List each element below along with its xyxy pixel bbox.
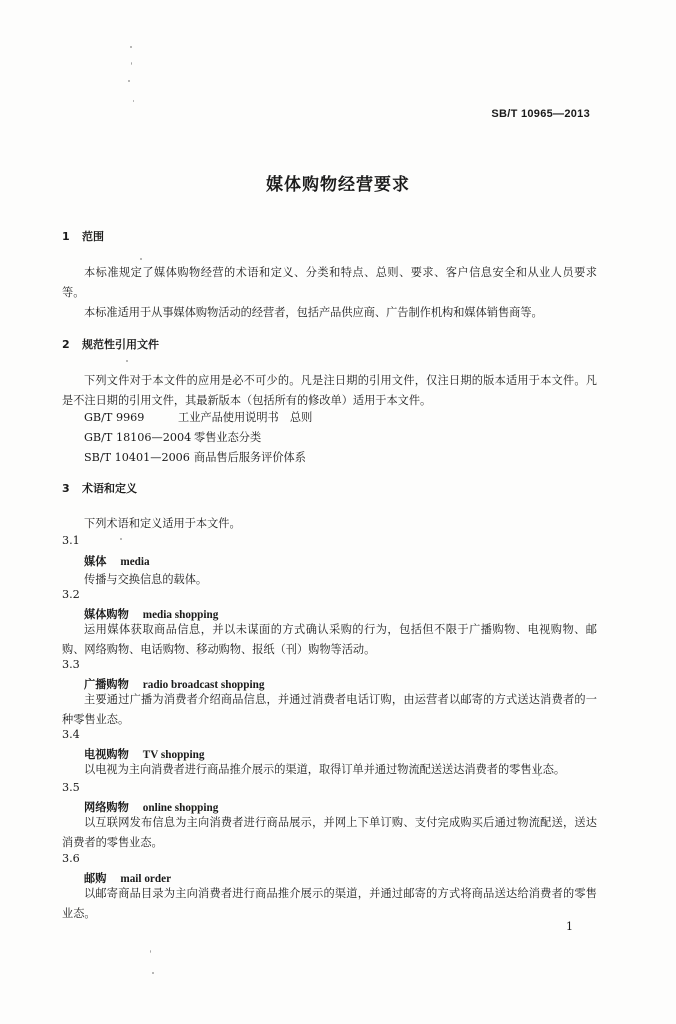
- term-english: TV shopping: [142, 749, 205, 761]
- scan-speck: [120, 538, 122, 540]
- term-chinese: 网络购物: [84, 801, 129, 814]
- reference-code: SB/T 10401—2006: [84, 451, 190, 464]
- term-chinese: 邮购: [84, 872, 107, 885]
- document-title: 媒体购物经营要求: [266, 175, 410, 195]
- reference-title: 商品售后服务评价体系: [194, 451, 306, 464]
- scan-speck: [126, 360, 128, 362]
- term-english: mail order: [120, 873, 172, 885]
- section-3-intro: 下列术语和定义适用于本文件。: [84, 517, 241, 530]
- section-3-heading: [62, 480, 137, 496]
- section-title: 范围: [82, 230, 104, 243]
- term-chinese: 电视购物: [84, 748, 129, 761]
- section-1-paragraph: 本标准适用于从事媒体购物活动的经营者，包括产品供应商、广告制作机构和媒体销售商等。: [84, 306, 543, 319]
- term-chinese: 媒体购物: [84, 608, 129, 621]
- section-1-paragraph: 本标准规定了媒体购物经营的术语和定义、分类和特点、总则、要求、客户信息安全和从业人员要求等。: [62, 266, 597, 299]
- section-title: 规范性引用文件: [82, 338, 159, 351]
- section-title: 术语和定义: [82, 482, 137, 495]
- reference-item: [84, 429, 261, 445]
- reference-code: GB/T 18106—2004: [84, 431, 192, 444]
- term-english: radio broadcast shopping: [142, 679, 265, 691]
- term-number: 3.4: [62, 728, 80, 741]
- scan-speck: [130, 46, 132, 48]
- term-english: media: [120, 556, 150, 568]
- section-2-paragraph: 下列文件对于本文件的应用是必不可少的。凡是注日期的引用文件，仅注日期的版本适用于本文件。凡是不注日期的引用文件，其最新版本（包括所有的修改单）适用于本文件。: [62, 374, 597, 407]
- reference-title: 工业产品使用说明书 总则: [178, 411, 313, 424]
- term-number: 3.5: [62, 781, 80, 794]
- section-1-heading: [62, 228, 104, 244]
- scan-speck: [150, 950, 151, 953]
- section-number: 1: [62, 230, 70, 243]
- reference-item: [84, 409, 312, 425]
- scan-speck: [152, 972, 154, 974]
- section-number: 3: [62, 482, 70, 495]
- reference-title: 零售业态分类: [194, 431, 262, 444]
- term-chinese: 广播购物: [84, 678, 129, 691]
- term-english: media shopping: [142, 609, 219, 621]
- term-number: 3.3: [62, 658, 80, 671]
- term-number: 3.6: [62, 852, 80, 865]
- page-number: 1: [566, 920, 573, 933]
- term-english: online shopping: [142, 802, 219, 814]
- term-number: 3.1: [62, 534, 80, 547]
- section-2-heading: [62, 336, 159, 352]
- scan-speck: [140, 258, 142, 260]
- section-number: 2: [62, 338, 70, 351]
- term-definition: 运用媒体获取商品信息，并以未谋面的方式确认采购的行为，包括但不限于广播购物、电视购物、邮购、网络购物、电话购物、移动购物、报纸（刊）购物等活动。: [62, 623, 597, 656]
- scan-speck: [128, 80, 130, 82]
- standard-code: SB/T 10965—2013: [491, 108, 590, 120]
- reference-code: GB/T 9969: [84, 411, 145, 424]
- reference-item: [84, 449, 306, 465]
- term-number: 3.2: [62, 588, 80, 601]
- term-definition: 以互联网发布信息为主向消费者进行商品展示，并网上下单订购、支付完成购买后通过物流配送，送达消费者的零售业态。: [62, 816, 597, 849]
- scan-speck: [133, 100, 134, 102]
- term-definition: 以邮寄商品目录为主向消费者进行商品推介展示的渠道，并通过邮寄的方式将商品送达给消费者的零售业态。: [62, 887, 597, 920]
- term-name: [84, 553, 150, 569]
- term-definition: 主要通过广播为消费者介绍商品信息，并通过消费者电话订购，由运营者以邮寄的方式送达消费者的一种零售业态。: [62, 693, 597, 726]
- term-definition: 传播与交换信息的载体。: [84, 573, 208, 586]
- term-chinese: 媒体: [84, 555, 107, 568]
- term-definition: 以电视为主向消费者进行商品推介展示的渠道，取得订单并通过物流配送送达消费者的零售业态。: [84, 763, 566, 776]
- scan-speck: [131, 62, 132, 65]
